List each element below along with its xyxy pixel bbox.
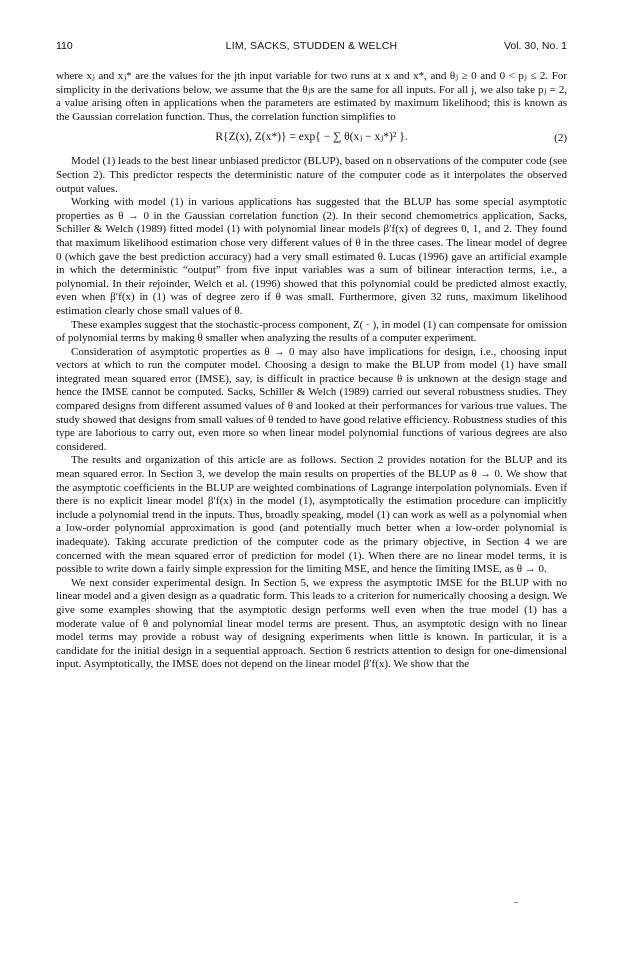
paragraph: Consideration of asymptotic properties as θ → 0 may also have implications for design, i.e., choosing input vectors at which to run the computer model. Choosing a design to make the BLUP from model (1) have small integrated mean squared error (IMSE), say, is difficult in practice because θ is unknown at the design stage and hence the IMSE cannot be computed. Sacks, Schiller & Welch (1989) carried out several robustness studies. They compared designs from different assumed values of θ and looked at their performances for various true values. The study showed that designs from small values of θ tended to have good relative efficiency. Robustness studies of this type are laborious to carry out, even more so when linear model polynomial functions of various degrees are also considered. [56,345,567,453]
paragraph: Model (1) leads to the best linear unbiased predictor (BLUP), based on n observations of the computer code (see Section 2). This predictor respects the deterministic nature of the computer code as it interpolates the observed output values. [56,155,567,195]
paragraph: The results and organization of this article are as follows. Section 2 provides notation for the BLUP and its mean squared error. In Section 3, we develop the main results on properties of the BLUP as θ → 0. We show that the asymptotic coefficients in the BLUP are weighted combinations of Lagrange interpolation polynomials. Even if there is no explicit linear model β′f(x) in the model (1), asymptotically the estimation procedure can implicitly include a polynomial trend in the inputs. Thus, broadly speaking, model (1) can work as well as a polynomial when a low-order polynomial approximation is good (and potentially much better when a low-order polynomial is inadequate). Taking accurate prediction of the computer code as the primary objective, in Section 4 we are concerned with the mean squared error of prediction for model (1). When there are no linear model terms, it is possible to write down a fairly simple expression for the limiting MSE, and hence the limiting IMSE, as θ → 0. [56,454,567,576]
scan-mark [514,902,518,903]
paragraph: Working with model (1) in various applications has suggested that the BLUP has some special asymptotic properties as θ → 0 in the Gaussian correlation function (2). In their second chemometrics application, Sacks, Schiller & Welch (1989) fitted model (1) with polynomial linear models β′f(x) of degrees 0, 1, and 2. They found that maximum likelihood estimation chose very different values of θ in the three cases. The linear model of degree 0 (which gave the best prediction accuracy) had a very small estimated θ. Lucas (1996) gave an artificial example in which the deterministic “output” from five input variables was a sum of bilinear interaction terms, i.e., a polynomial. In their rejoinder, Welch et al. (1996) showed that this polynomial could be predicted almost exactly, even when β′f(x) in (1) was of degree zero if θ was small. Furthermore, given 32 runs, maximum likelihood estimation clearly chose small values of θ. [56,196,567,317]
volume-info: Vol. 30, No. 1 [503,40,567,52]
equation-2 [56,128,567,152]
article-body [56,70,567,672]
page-header [56,40,567,54]
equation-formula: R{Z(x), Z(x*)} = exp{ − ∑ θ(xⱼ − xⱼ*)² }. [215,131,408,144]
page-number: 110 [56,40,73,52]
paragraph: where xⱼ and xⱼ* are the values for the jth input variable for two runs at x and x*, and θⱼ ≥ 0 and 0 < pⱼ ≤ 2. For simplicity in the derivations below, we assume that the θⱼs are the same for all inputs. For all j, we also take pⱼ = 2, a value arising often in applications when the parameters are estimated by maximum likelihood; this is known as the Gaussian correlation function. Thus, the correlation function simplifies to [56,70,567,123]
paragraph: These examples suggest that the stochastic-process component, Z( · ), in model (1) can compensate for omission of polynomial terms by making θ smaller when analyzing the results of a computer experiment. [56,318,567,345]
running-title: LIM, SACKS, STUDDEN & WELCH [225,40,398,52]
paragraph: We next consider experimental design. In Section 5, we express the asymptotic IMSE for the BLUP with no linear model and a given design as a quadratic form. This leads to a criterion for numerically choosing a design. We give some examples showing that the asymptotic design performs well even when the true model (1) has a moderate value of θ and polynomial linear model terms are present. Thus, an asymptotic design with no linear model terms may provide a robust way of designing experiments when little is known. In particular, it is a candidate for the initial design in a sequential approach. Section 6 restricts attention to design for one-dimensional input. Asymptotically, the IMSE does not depend on the linear model β′f(x). We show that the [56,576,567,671]
equation-number: (2) [554,132,567,145]
